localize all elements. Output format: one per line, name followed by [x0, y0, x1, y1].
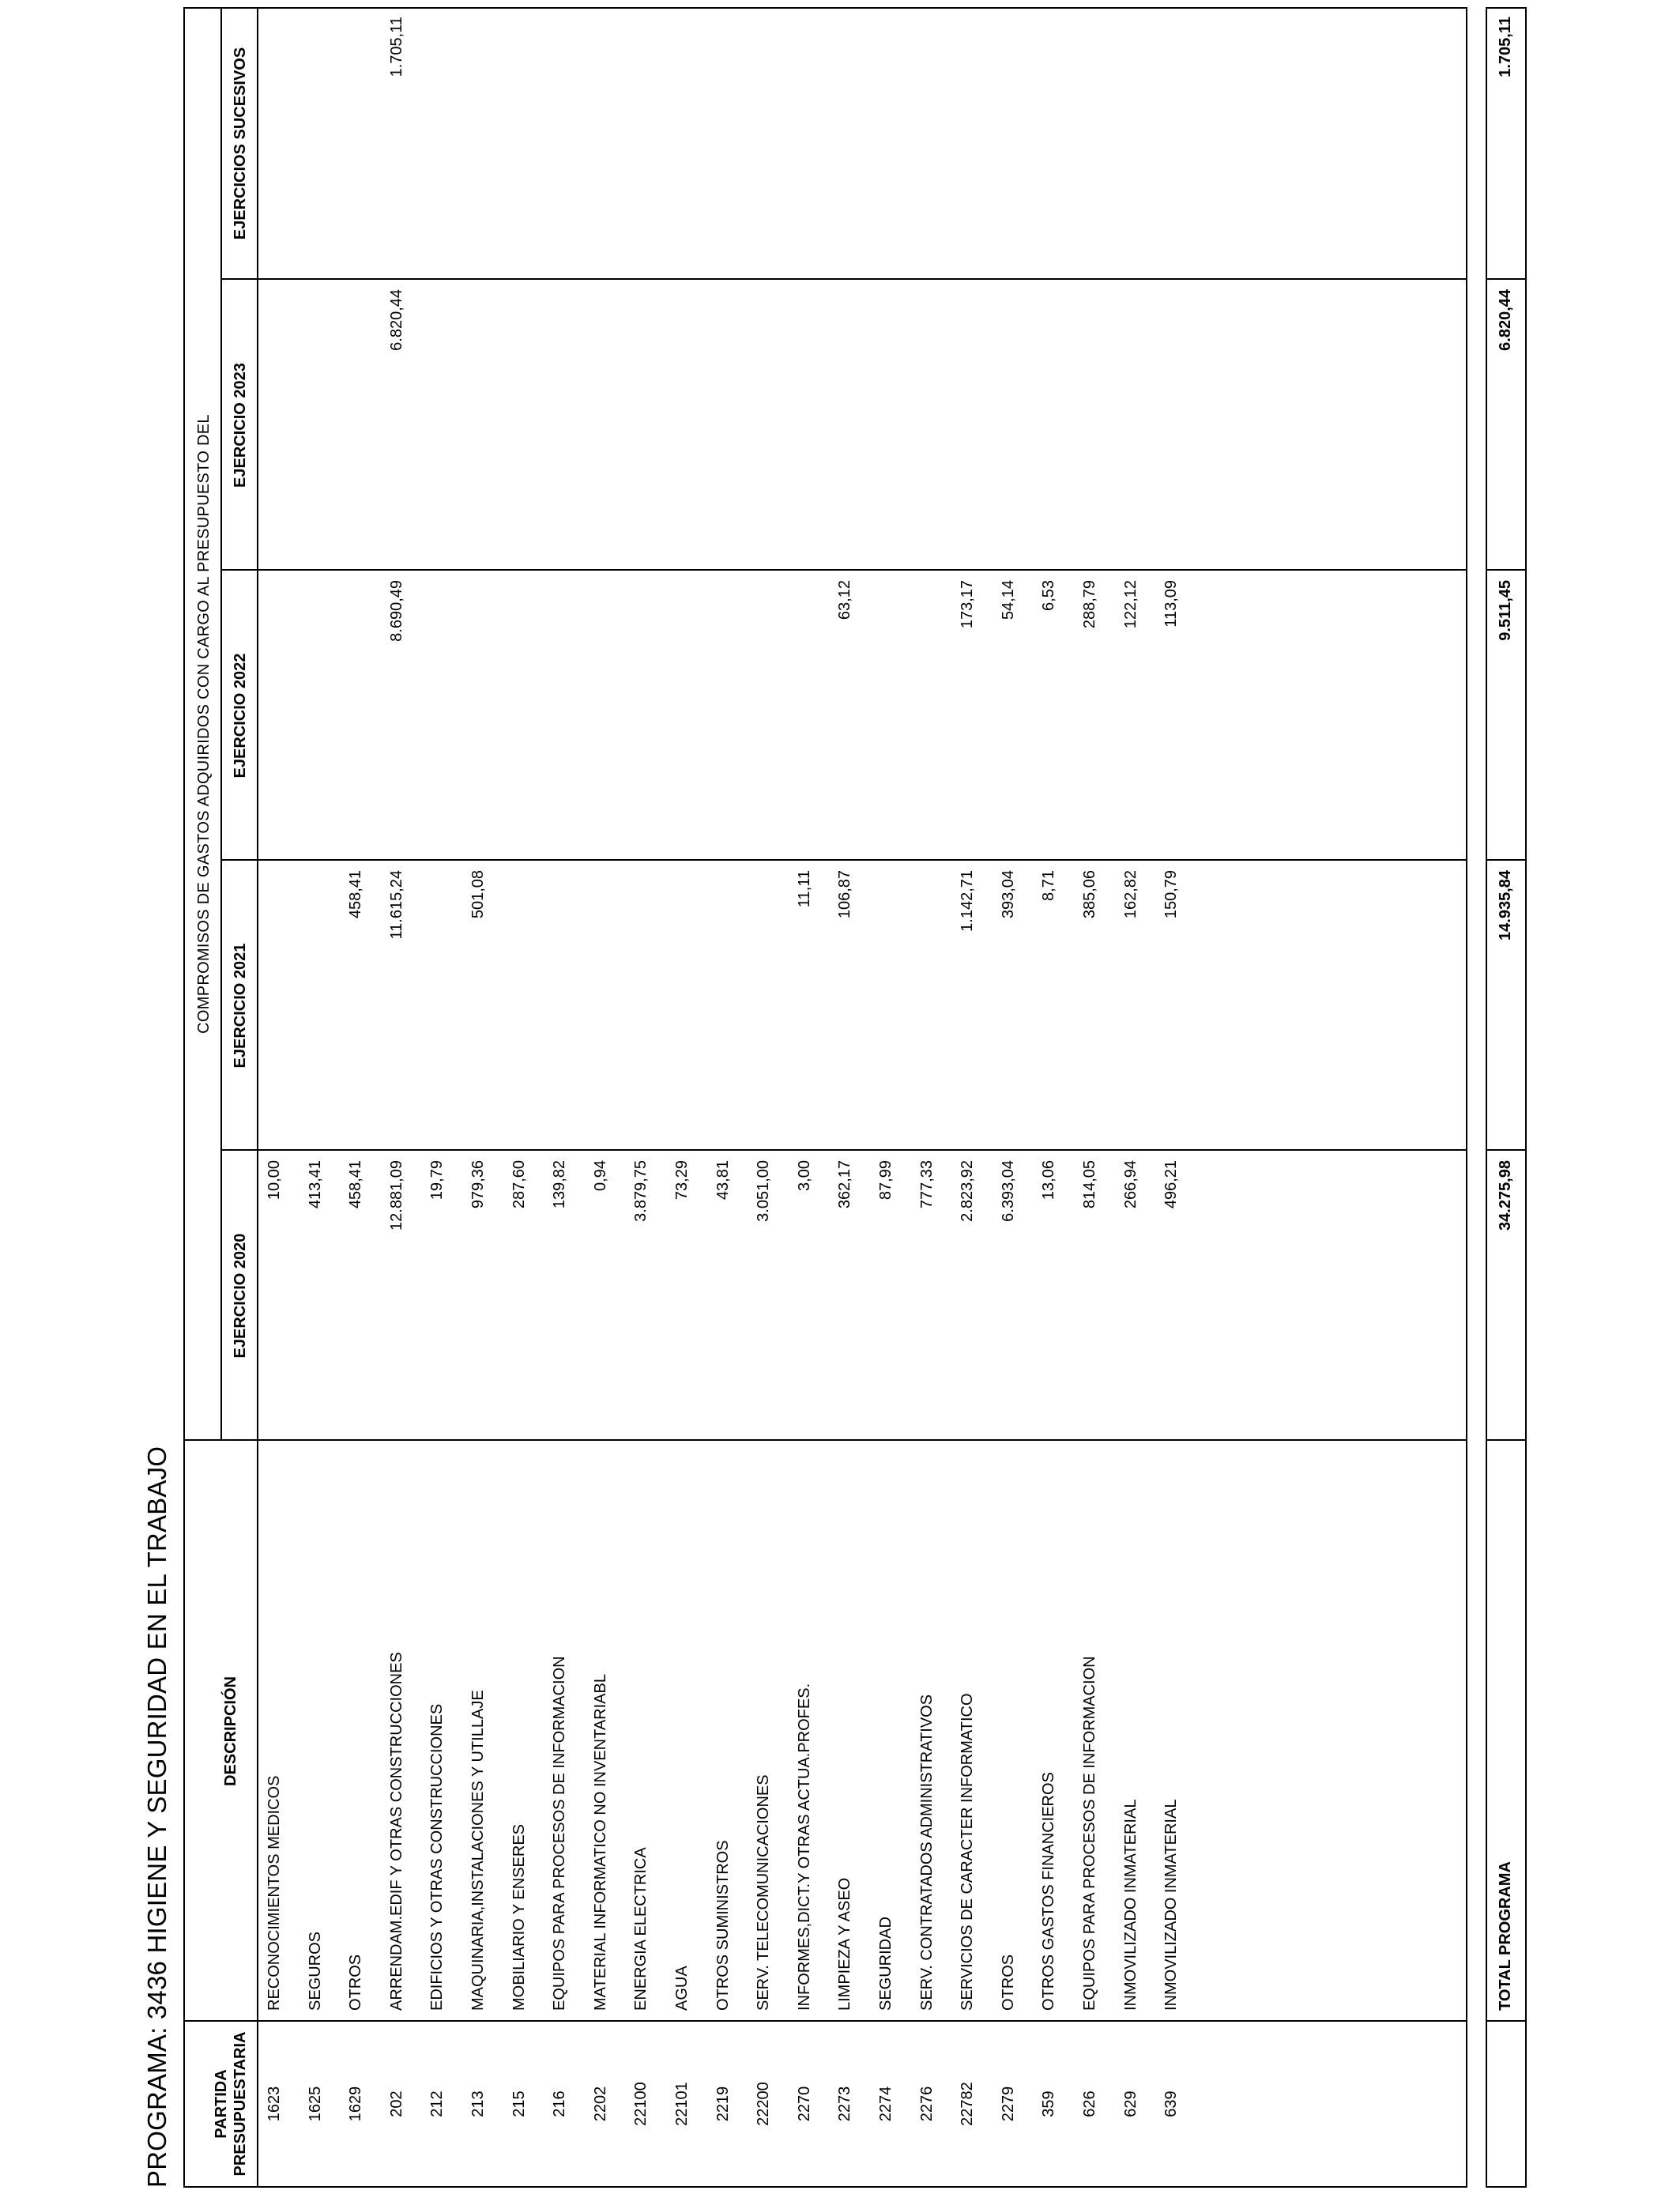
partida-cell: 2219 — [714, 2086, 732, 2122]
descripcion-cell: EQUIPOS PARA PROCESOS DE INFORMACION — [551, 1656, 569, 2011]
partida-cell: 22101 — [673, 2082, 691, 2126]
ejercicio-2020-cell: 0,94 — [591, 1160, 609, 1191]
partida-cell: 212 — [428, 2090, 446, 2117]
header-ejercicio-2022: EJERCICIO 2022 — [232, 653, 249, 778]
partida-cell: 2270 — [795, 2086, 813, 2122]
ejercicio-2021-cell: 8,71 — [1040, 870, 1058, 901]
ejercicio-2021-cell: 501,08 — [469, 870, 487, 919]
ejercicio-2020-cell: 362,17 — [836, 1160, 854, 1209]
ejercicio-2020-cell: 266,94 — [1121, 1160, 1139, 1209]
ejercicio-2020-cell: 777,33 — [917, 1160, 936, 1209]
descripcion-cell: OTROS — [999, 1954, 1017, 2011]
descripcion-cell: INMOVILIZADO INMATERIAL — [1121, 1799, 1139, 2011]
descripcion-cell: SERVICIOS DE CARACTER INFORMATICO — [959, 1693, 977, 2011]
descripcion-cell: SEGUROS — [306, 1931, 324, 2011]
header-descripcion: DESCRIPCIÓN — [222, 1676, 239, 1786]
ejercicio-2020-cell: 10,00 — [266, 1160, 283, 1201]
descripcion-cell: SERV. CONTRATADOS ADMINISTRATIVOS — [917, 1694, 936, 2011]
descripcion-cell: EDIFICIOS Y OTRAS CONSTRUCCIONES — [428, 1703, 446, 2011]
ejercicio-2022-cell: 8.690,49 — [387, 580, 405, 642]
descripcion-cell: ENERGIA ELECTRICA — [632, 1847, 650, 2011]
partida-cell: 2202 — [591, 2086, 609, 2122]
ejercicio-2020-cell: 3.879,75 — [632, 1160, 650, 1222]
ejercicio-2022-cell: 113,09 — [1162, 580, 1181, 628]
descripcion-cell: AGUA — [673, 1966, 691, 2011]
ejercicio-2020-cell: 413,41 — [306, 1160, 324, 1209]
total-2023: 6.820,44 — [1497, 289, 1514, 351]
ejercicio-2020-cell: 19,79 — [428, 1160, 446, 1201]
ejercicio-2020-cell: 13,06 — [1040, 1160, 1058, 1201]
col-divider — [185, 2020, 1466, 2022]
total-sucesivos: 1.705,11 — [1497, 17, 1514, 77]
ejercicio-2021-cell: 162,82 — [1121, 870, 1139, 919]
ejercicio-2020-cell: 43,81 — [714, 1160, 732, 1201]
ejercicio-2021-cell: 150,79 — [1162, 870, 1181, 919]
ejercicio-2020-cell: 6.393,04 — [999, 1160, 1017, 1222]
commitments-table — [183, 7, 1467, 2188]
ejercicio-2022-cell: 173,17 — [959, 580, 977, 629]
descripcion-cell: MATERIAL INFORMATICO NO INVENTARIABL — [591, 1674, 609, 2011]
ejercicio-2022-cell: 288,79 — [1081, 580, 1098, 629]
header-ejercicios-sucesivos: EJERCICIOS SUCESIVOS — [232, 47, 249, 240]
partida-cell: 639 — [1162, 2090, 1181, 2117]
ejercicio-2020-cell: 87,99 — [877, 1160, 895, 1201]
partida-cell: 1625 — [306, 2086, 324, 2122]
partida-cell: 215 — [510, 2090, 528, 2117]
ejercicio-2020-cell: 12.881,09 — [387, 1160, 405, 1231]
header-ejercicio-2023: EJERCICIO 2023 — [232, 363, 249, 488]
header-ejercicio-2021: EJERCICIO 2021 — [232, 943, 249, 1069]
col-divider — [185, 1439, 1466, 1441]
partida-cell: 22782 — [959, 2082, 977, 2126]
partida-cell: 22200 — [755, 2082, 773, 2126]
descripcion-cell: SEGURIDAD — [877, 1917, 895, 2011]
header-ejercicio-2020: EJERCICIO 2020 — [232, 1233, 249, 1359]
col-divider — [220, 569, 1466, 571]
partida-cell: 213 — [469, 2090, 487, 2117]
total-2020: 34.275,98 — [1497, 1160, 1514, 1231]
ejercicio-2022-cell: 6,53 — [1040, 580, 1058, 611]
page-title: PROGRAMA: 3436 HIGIENE Y SEGURIDAD EN EL TRABAJO — [142, 1446, 171, 2188]
header-partida-line2: PRESUPUESTARIA — [232, 2031, 249, 2177]
col-divider — [220, 278, 1466, 280]
descripcion-cell: LIMPIEZA Y ASEO — [836, 1877, 854, 2011]
group-header-rule — [220, 9, 222, 1441]
col-divider — [1487, 2020, 1525, 2022]
ejercicio-2020-cell: 496,21 — [1162, 1160, 1181, 1209]
total-2022: 9.511,45 — [1497, 580, 1514, 641]
descripcion-cell: MAQUINARIA,INSTALACIONES Y UTILLAJE — [469, 1690, 487, 2011]
descripcion-cell: INMOVILIZADO INMATERIAL — [1162, 1799, 1181, 2011]
header-rule — [257, 9, 258, 2186]
ejercicio-2020-cell: 458,41 — [347, 1160, 365, 1209]
partida-cell: 2273 — [836, 2086, 854, 2122]
partida-cell: 2279 — [999, 2086, 1017, 2122]
descripcion-cell: RECONOCIMIENTOS MEDICOS — [266, 1775, 283, 2011]
ejercicios-sucesivos-cell: 1.705,11 — [387, 17, 405, 77]
ejercicio-2020-cell: 3.051,00 — [755, 1160, 773, 1222]
header-group: COMPROMISOS DE GASTOS ADQUIRIDOS CON CARGO AL PRESUPUESTO DEL — [195, 414, 213, 1034]
total-2021: 14.935,84 — [1497, 870, 1514, 941]
descripcion-cell: ARRENDAM.EDIF Y OTRAS CONSTRUCCIONES — [387, 1652, 405, 2011]
ejercicio-2021-cell: 385,06 — [1081, 870, 1098, 919]
total-label: TOTAL PROGRAMA — [1497, 1861, 1514, 2011]
descripcion-cell: OTROS — [347, 1954, 365, 2011]
partida-cell: 216 — [551, 2090, 569, 2117]
total-row — [1486, 7, 1527, 2188]
partida-cell: 2276 — [917, 2086, 936, 2122]
ejercicio-2020-cell: 814,05 — [1081, 1160, 1098, 1209]
partida-cell: 202 — [387, 2090, 405, 2117]
ejercicio-2021-cell: 106,87 — [836, 870, 854, 919]
ejercicio-2020-cell: 2.823,92 — [959, 1160, 977, 1222]
partida-cell: 359 — [1040, 2090, 1058, 2117]
ejercicio-2021-cell: 11,11 — [795, 870, 813, 908]
header-partida — [212, 2022, 250, 2186]
partida-cell: 1629 — [347, 2086, 365, 2122]
header-partida-line1: PARTIDA — [213, 2069, 230, 2139]
ejercicio-2020-cell: 287,60 — [510, 1160, 528, 1209]
partida-cell: 2274 — [877, 2086, 895, 2122]
descripcion-cell: MOBILIARIO Y ENSERES — [510, 1823, 528, 2011]
ejercicio-2020-cell: 979,36 — [469, 1160, 487, 1209]
descripcion-cell: EQUIPOS PARA PROCESOS DE INFORMACION — [1081, 1656, 1098, 2011]
ejercicio-2021-cell: 11.615,24 — [387, 870, 405, 940]
descripcion-cell: OTROS SUMINISTROS — [714, 1840, 732, 2011]
ejercicio-2020-cell: 3,00 — [795, 1160, 813, 1191]
descripcion-cell: OTROS GASTOS FINANCIEROS — [1040, 1772, 1058, 2011]
partida-cell: 626 — [1081, 2090, 1098, 2117]
ejercicio-2022-cell: 54,14 — [999, 580, 1017, 620]
ejercicio-2020-cell: 139,82 — [551, 1160, 569, 1209]
ejercicio-2020-cell: 73,29 — [673, 1160, 691, 1201]
partida-cell: 1623 — [266, 2086, 283, 2122]
ejercicio-2021-cell: 458,41 — [347, 870, 365, 919]
descripcion-cell: INFORMES,DICT.Y OTRAS ACTUA.PROFES. — [795, 1683, 813, 2011]
ejercicio-2021-cell: 1.142,71 — [959, 870, 977, 932]
partida-cell: 22100 — [632, 2082, 650, 2126]
partida-cell: 629 — [1121, 2090, 1139, 2117]
ejercicio-2022-cell: 63,12 — [836, 580, 854, 620]
ejercicio-2021-cell: 393,04 — [999, 870, 1017, 919]
ejercicio-2022-cell: 122,12 — [1121, 580, 1139, 629]
ejercicio-2023-cell: 6.820,44 — [387, 289, 405, 351]
descripcion-cell: SERV. TELECOMUNICACIONES — [755, 1774, 773, 2011]
